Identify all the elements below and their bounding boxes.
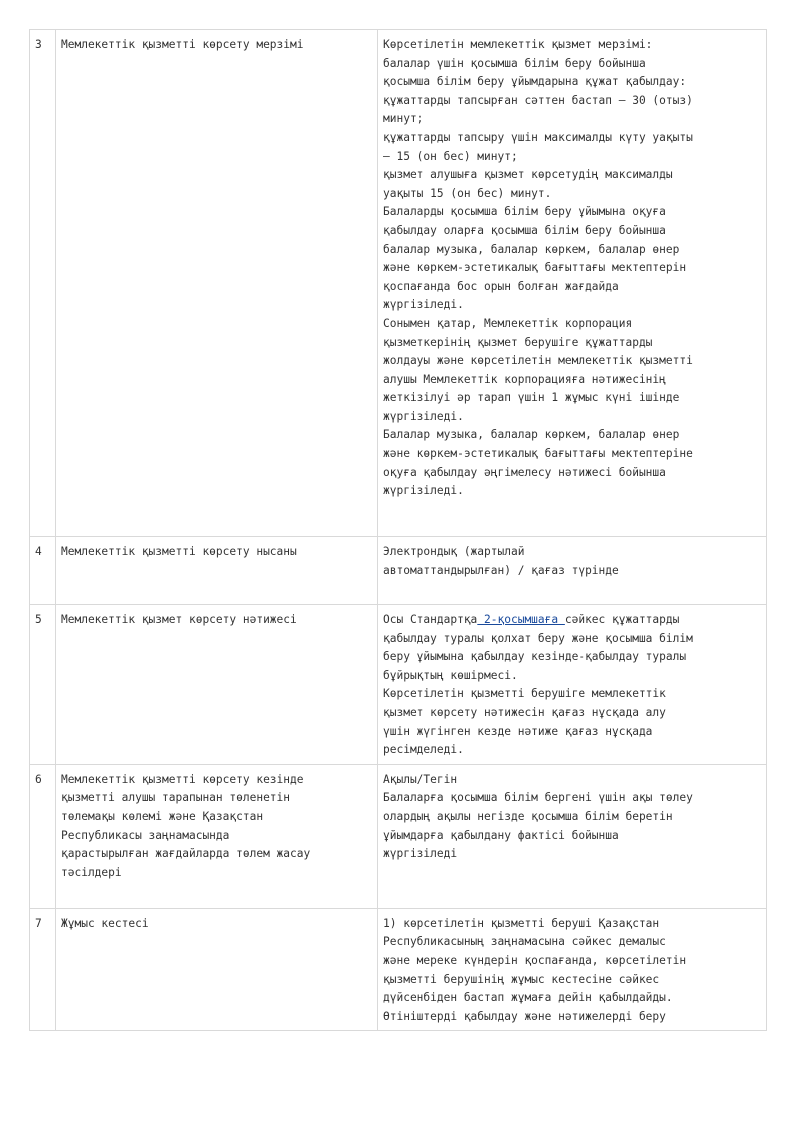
value-paragraph: Балаларды қосымша білім беру ұйымына оқуға қабылдау оларға қосымша білім беру бойынша балалар музыка, балалар көркем, балалар өнер және көркем-эстетикалық бағыттағы мектептерін қоспағанда бос орын болған жағдайда жүргізіледі. [383,205,687,312]
row-number: 6 [30,764,56,908]
value-paragraph [383,611,761,685]
text-before-link: Осы Стандартқа [383,613,478,626]
table-row [30,537,767,605]
value-paragraph: Сонымен қатар, Мемлекеттік корпорация қызметкерінің қызмет берушіге құжаттарды жолдауы және көрсетілетін мемлекеттік қызметті алушы Мемлекеттік корпорацияға нәтижесінің жеткізілуі әр тарап үшін 1 жұмыс күні ішінде жүргізіледі. [383,316,693,423]
row-label: Мемлекеттік қызметті көрсету нысаны [56,537,378,605]
row-value [378,30,767,537]
row-value [378,605,767,765]
value-paragraph: Балалар музыка, балалар көркем, балалар өнер және көркем-эстетикалық бағыттағы мектептеріне оқуға қабылдау әңгімелесу нәтижесі бойынша жүргізіледі. [383,428,693,498]
row-label: Мемлекеттік қызметті көрсету кезінде қызметті алушы тарапынан төленетін төлемақы көлемі және Қазақстан Республикасы заңнамасында қарастырылған жағдайларда төлем жасау тәсілдері [56,764,378,908]
row-number: 7 [30,908,56,1031]
value-paragraph: құжаттарды тапсыру үшін максималды күту уақыты – 15 (он бес) минут; қызмет алушыға қызмет көрсетудің максималды уақыты 15 (он бес) минут. [383,130,693,200]
value-paragraph: Көрсетілетін мемлекеттік қызмет мерзімі: балалар үшін қосымша білім беру бойынша қосымша білім беру ұйымдарына құжат қабылдау: құжаттарды тапсырған сәттен бастап – 30 (отыз) минут; [383,38,693,126]
row-label: Мемлекеттік қызметті көрсету мерзімі [56,30,378,537]
text-after-link: сәйкес құжаттарды қабылдау туралы қолхат беру және қосымша білім беру ұйымына қабылдау кезінде-қабылдау туралы бұйрықтың көшірмесі. [383,613,693,682]
service-standard-table [29,29,767,1031]
row-number: 5 [30,605,56,765]
row-number: 3 [30,30,56,537]
table-row [30,30,767,537]
table-row [30,764,767,908]
appendix-2-link[interactable]: 2-қосымшаға [477,613,565,626]
row-value: 1) көрсетілетін қызметті беруші Қазақстан Республикасының заңнамасына сәйкес демалыс және мереке күндерін қоспағанда, көрсетілетін қызметті берушінің жұмыс кестесіне сәйкес дүйсенбіден бастап жұмаға дейін қабылдайды. Өтініштерді қабылдау және нәтижелерді беру [378,908,767,1031]
row-value: Электрондық (жартылай автоматтандырылған) / қағаз түрінде [378,537,767,605]
row-label: Жұмыс кестесі [56,908,378,1031]
table-row [30,908,767,1031]
table-row [30,605,767,765]
value-paragraph: Көрсетілетін қызметті берушіге мемлекеттік қызмет көрсету нәтижесін қағаз нұсқада алу үшін жүгінген кезде нәтиже қағаз нұсқада ресімделеді. [383,687,666,757]
row-value: Ақылы/Тегін Балаларға қосымша білім бергені үшін ақы төлеу олардың ақылы негізде қосымша білім беретін ұйымдарға қабылдану фактісі бойынша жүргізіледі [378,764,767,908]
row-number: 4 [30,537,56,605]
row-label: Мемлекеттік қызмет көрсету нәтижесі [56,605,378,765]
